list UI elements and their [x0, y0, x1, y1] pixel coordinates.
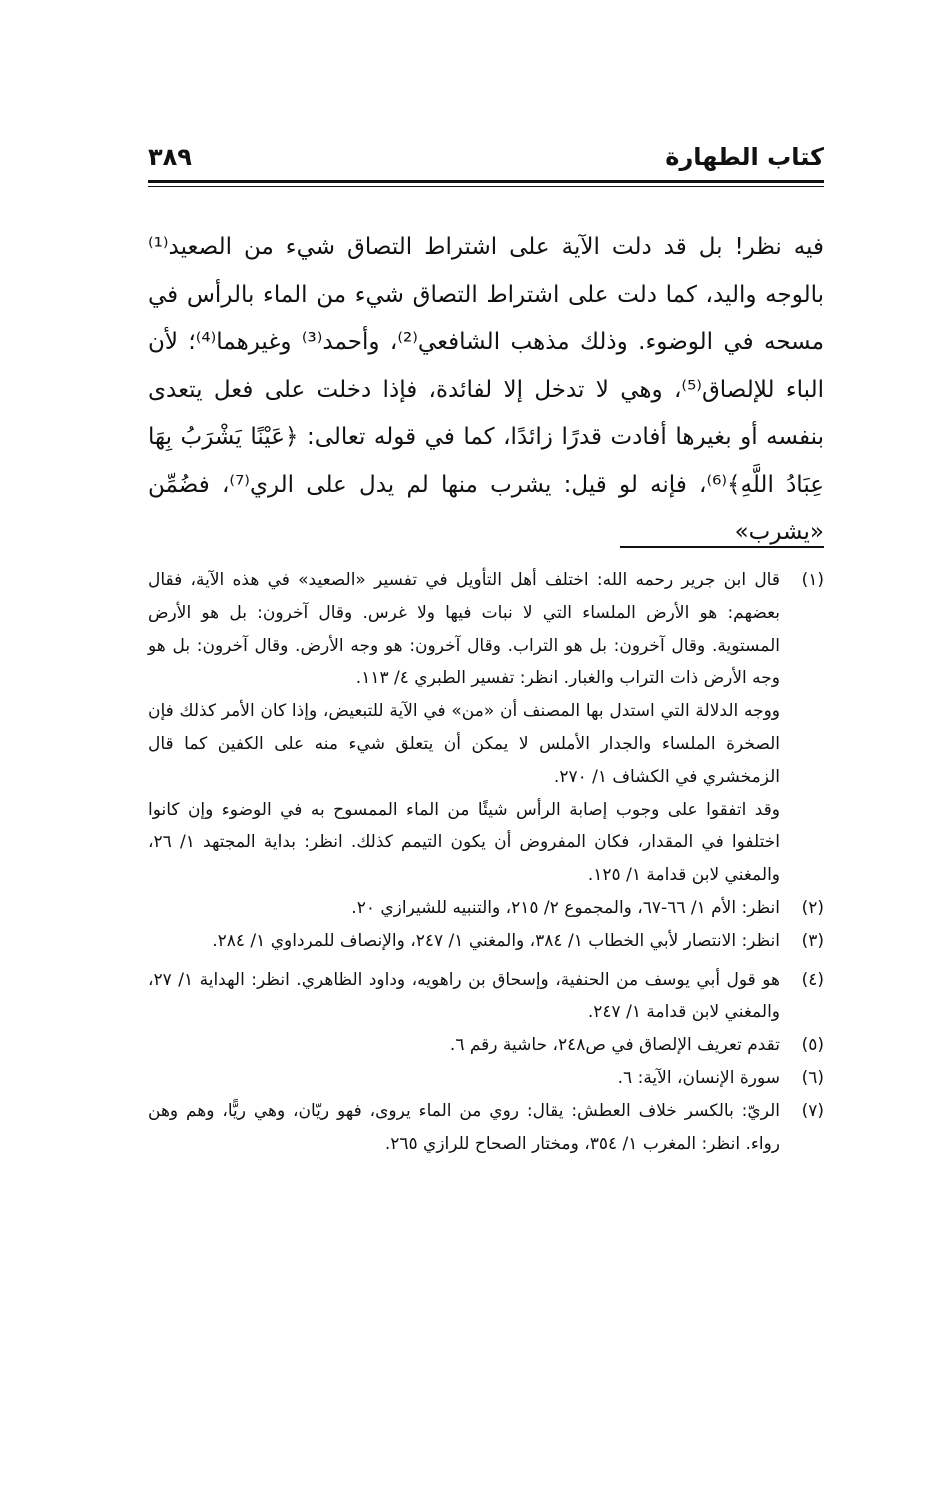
footnote-paragraph: سورة الإنسان، الآية: ٦. — [617, 1067, 780, 1088]
footnote-separator — [620, 546, 824, 548]
footnote-1 — [148, 564, 824, 892]
footnote-5 — [148, 1029, 824, 1062]
page-header — [148, 140, 824, 176]
footnote-number: (٥) — [801, 1035, 824, 1056]
header-rule-thin — [148, 186, 824, 187]
footnote-paragraph: ووجه الدلالة التي استدل بها المصنف أن «من» في الآية للتبعيض، وإذا كان الأمر كذلك فإن الصخرة الملساء والجدار الأملس لا يمكن أن يتعلق شيء منه على الكفين كما قال الزمخشري في الكشاف ١/ ٢٧٠. — [148, 701, 780, 787]
main-text — [148, 224, 824, 557]
footnote-2 — [148, 892, 824, 925]
footnote-paragraph: وقد اتفقوا على وجوب إصابة الرأس شيئًا من الماء الممسوح به في الوضوء وإن كانوا اختلفوا في المقدار، فكان المفروض أن يكون التيمم كذلك. انظر: بداية المجتهد ١/ ٢٦، والمغني لابن قدامة ١/ ١٢٥. — [148, 799, 780, 886]
footnote-paragraph: الريّ: بالكسر خلاف العطش: يقال: روي من الماء يروى، فهو ريّان، وهي ريًّا، وهم وهن رواء. انظر: المغرب ١/ ٣٥٤، ومختار الصحاح للرازي ٢٦٥. — [148, 1100, 780, 1154]
footnote-paragraph: تقدم تعريف الإلصاق في ص٢٤٨، حاشية رقم ٦. — [449, 1035, 780, 1056]
page-number: ٣٨٩ — [148, 143, 192, 171]
footnote-paragraph: هو قول أبي يوسف من الحنفية، وإسحاق بن راهويه، وداود الظاهري. انظر: الهداية ١/ ٢٧، والمغني لابن قدامة ١/ ٢٤٧. — [148, 969, 780, 1023]
footnote-number: (٢) — [801, 897, 824, 918]
footnote-number: (٤) — [801, 969, 824, 990]
running-title: كتاب الطهارة — [665, 143, 824, 171]
main-paragraph: فيه نظر! بل قد دلت الآية على اشتراط التصاق شيء من الصعيد⁽¹⁾ بالوجه واليد، كما دلت على اشتراط التصاق شيء من الماء بالرأس في مسحه في الوضوء. وذلك مذهب الشافعي⁽²⁾، وأحمد⁽³⁾ وغيرهما⁽⁴⁾؛ لأن الباء للإلصاق⁽⁵⁾، وهي لا تدخل إلا لفائدة، فإذا دخلت على فعل يتعدى بنفسه أو بغيرها أفادت قدرًا زائدًا، كما في قوله تعالى: ﴿عَيْنًا يَشْرَبُ بِهَا عِبَادُ اللَّهِ﴾⁽⁶⁾، فإنه لو قيل: يشرب منها لم يدل على الري⁽⁷⁾، فضُمِّن «يشرب» — [148, 234, 825, 545]
header-rule-thick — [148, 180, 824, 183]
footnote-paragraph: قال ابن جرير رحمه الله: اختلف أهل التأويل في تفسير «الصعيد» في هذه الآية، فقال بعضهم: هو الأرض الملساء التي لا نبات فيها ولا غرس. وقال آخرون: بل هو الأرض المستوية. وقال آخرون: بل هو التراب. وقال آخرون: هو وجه الأرض. وقال آخرون: بل هو وجه الأرض ذات التراب والغبار. انظر: تفسير الطبري ٤/ ١١٣. — [148, 570, 780, 689]
footnote-number: (١) — [801, 570, 824, 590]
footnote-number: (٣) — [801, 930, 824, 951]
footnote-4 — [148, 964, 824, 1030]
footnote-paragraph: انظر: الانتصار لأبي الخطاب ١/ ٣٨٤، والمغني ١/ ٢٤٧، والإنصاف للمرداوي ١/ ٢٨٤. — [212, 930, 780, 951]
footnote-paragraph: انظر: الأم ١/ ٦٦-٦٧، والمجموع ٢/ ٢١٥، والتنبيه للشيرازي ٢٠. — [351, 897, 780, 918]
footnotes — [148, 564, 824, 1160]
footnote-3 — [148, 925, 824, 958]
footnote-7 — [148, 1095, 824, 1161]
footnote-number: (٧) — [801, 1100, 824, 1121]
footnote-6 — [148, 1062, 824, 1095]
footnote-number: (٦) — [801, 1067, 824, 1088]
